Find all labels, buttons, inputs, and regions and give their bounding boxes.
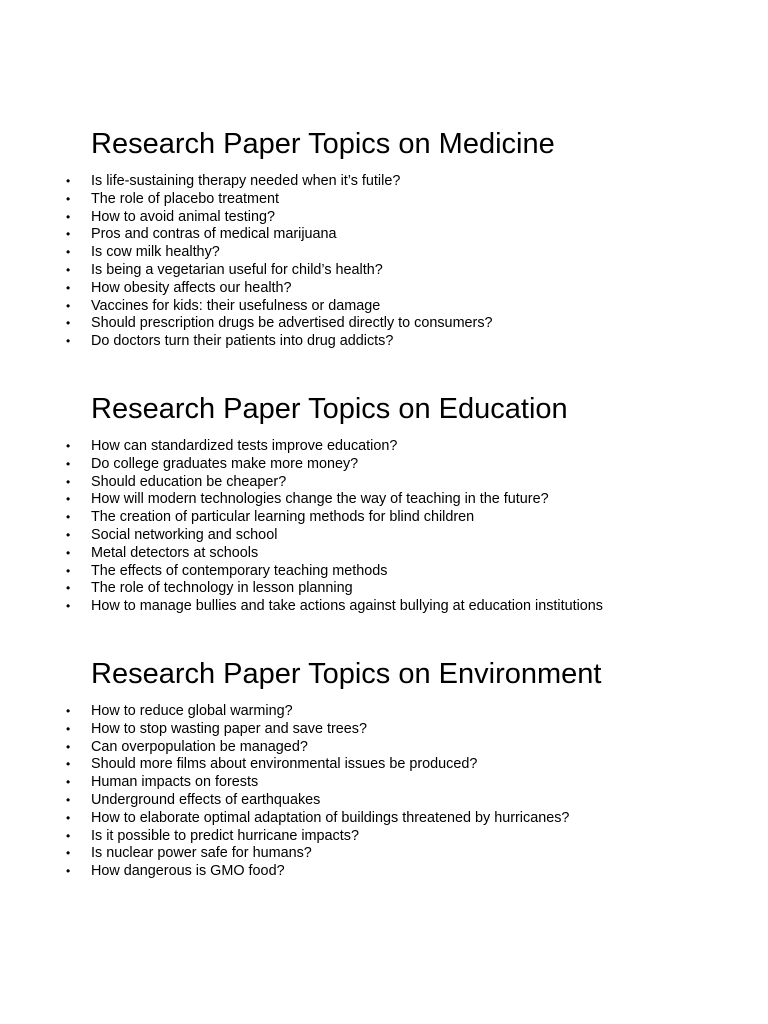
list-item [0, 810, 768, 828]
bullet-icon: • [66, 510, 71, 525]
list-item-text: Pros and contras of medical marijuana [91, 226, 337, 243]
list-item-text: The role of placebo treatment [91, 190, 279, 207]
bullet-icon: • [66, 316, 71, 331]
bullet-icon: • [66, 828, 71, 843]
list-item [0, 244, 768, 262]
list-item [0, 333, 768, 351]
bullet-icon: • [66, 245, 71, 260]
list-item [0, 226, 768, 244]
bullet-icon: • [66, 492, 71, 507]
bullet-icon: • [66, 527, 71, 542]
list-item [0, 863, 768, 881]
bullet-icon: • [66, 474, 71, 489]
bullet-icon: • [66, 775, 71, 790]
section-heading: Research Paper Topics on Education [91, 393, 568, 425]
list-item [0, 598, 768, 616]
list-item [0, 756, 768, 774]
bullet-icon: • [66, 599, 71, 614]
list-item-text: Is nuclear power safe for humans? [91, 845, 312, 862]
list-item-text: Is being a vegetarian useful for child’s health? [91, 261, 383, 278]
list-item-text: How to elaborate optimal adaptation of buildings threatened by hurricanes? [91, 809, 570, 826]
bullet-icon: • [66, 757, 71, 772]
list-item-text: Do doctors turn their patients into drug addicts? [91, 333, 394, 350]
list-item-text: Do college graduates make more money? [91, 455, 359, 472]
list-item [0, 845, 768, 863]
bullet-icon: • [66, 581, 71, 596]
bullet-icon: • [66, 810, 71, 825]
list-item [0, 173, 768, 191]
list-item-text: Metal detectors at schools [91, 544, 259, 561]
list-item-text: The creation of particular learning methods for blind children [91, 509, 475, 526]
bullet-icon: • [66, 456, 71, 471]
list-item [0, 280, 768, 298]
list-item [0, 474, 768, 492]
list-item [0, 703, 768, 721]
list-item-text: How to stop wasting paper and save trees? [91, 720, 367, 737]
list-item [0, 456, 768, 474]
bullet-icon: • [66, 334, 71, 349]
bullet-icon: • [66, 792, 71, 807]
list-item-text: Should prescription drugs be advertised directly to consumers? [91, 315, 493, 332]
topic-list [0, 438, 768, 616]
list-item [0, 298, 768, 316]
list-item [0, 792, 768, 810]
list-item [0, 739, 768, 757]
list-item [0, 491, 768, 509]
bullet-icon: • [66, 209, 71, 224]
list-item-text: Should more films about environmental issues be produced? [91, 756, 478, 773]
list-item-text: How will modern technologies change the way of teaching in the future? [91, 491, 549, 508]
bullet-icon: • [66, 191, 71, 206]
list-item-text: The effects of contemporary teaching methods [91, 562, 388, 579]
list-item-text: How to reduce global warming? [91, 703, 293, 719]
bullet-icon: • [66, 721, 71, 736]
list-item-text: Is cow milk healthy? [91, 244, 220, 261]
section-heading: Research Paper Topics on Medicine [91, 128, 555, 160]
list-item [0, 209, 768, 227]
list-item-text: Social networking and school [91, 526, 278, 543]
bullet-icon: • [66, 227, 71, 242]
list-item [0, 191, 768, 209]
list-item-text: How can standardized tests improve education? [91, 438, 398, 454]
list-item [0, 545, 768, 563]
list-item [0, 774, 768, 792]
list-item-text: The role of technology in lesson planning [91, 580, 353, 597]
bullet-icon: • [66, 439, 71, 453]
section-heading: Research Paper Topics on Environment [91, 658, 602, 690]
topic-list [0, 703, 768, 881]
list-item [0, 438, 768, 456]
list-item-text: How dangerous is GMO food? [91, 863, 285, 880]
bullet-icon: • [66, 298, 71, 313]
bullet-icon: • [66, 262, 71, 277]
bullet-icon: • [66, 563, 71, 578]
list-item [0, 721, 768, 739]
topic-list [0, 173, 768, 351]
bullet-icon: • [66, 739, 71, 754]
list-item-text: Human impacts on forests [91, 774, 259, 791]
bullet-icon: • [66, 545, 71, 560]
bullet-icon: • [66, 864, 71, 879]
bullet-icon: • [66, 704, 71, 718]
list-item-text: Is it possible to predict hurricane impacts? [91, 827, 359, 844]
list-item-text: How to manage bullies and take actions against bullying at education institutions [91, 598, 603, 615]
list-item [0, 315, 768, 333]
list-item-text: Is life-sustaining therapy needed when it’s futile? [91, 173, 401, 189]
list-item-text: How obesity affects our health? [91, 279, 292, 296]
list-item [0, 828, 768, 846]
list-item-text: Underground effects of earthquakes [91, 791, 321, 808]
list-item [0, 509, 768, 527]
list-item [0, 563, 768, 581]
list-item-text: Vaccines for kids: their usefulness or damage [91, 297, 381, 314]
bullet-icon: • [66, 846, 71, 861]
list-item [0, 580, 768, 598]
list-item [0, 262, 768, 280]
list-item-text: Should education be cheaper? [91, 473, 287, 490]
bullet-icon: • [66, 280, 71, 295]
list-item [0, 527, 768, 545]
list-item-text: How to avoid animal testing? [91, 208, 275, 225]
list-item-text: Can overpopulation be managed? [91, 738, 308, 755]
bullet-icon: • [66, 174, 71, 188]
